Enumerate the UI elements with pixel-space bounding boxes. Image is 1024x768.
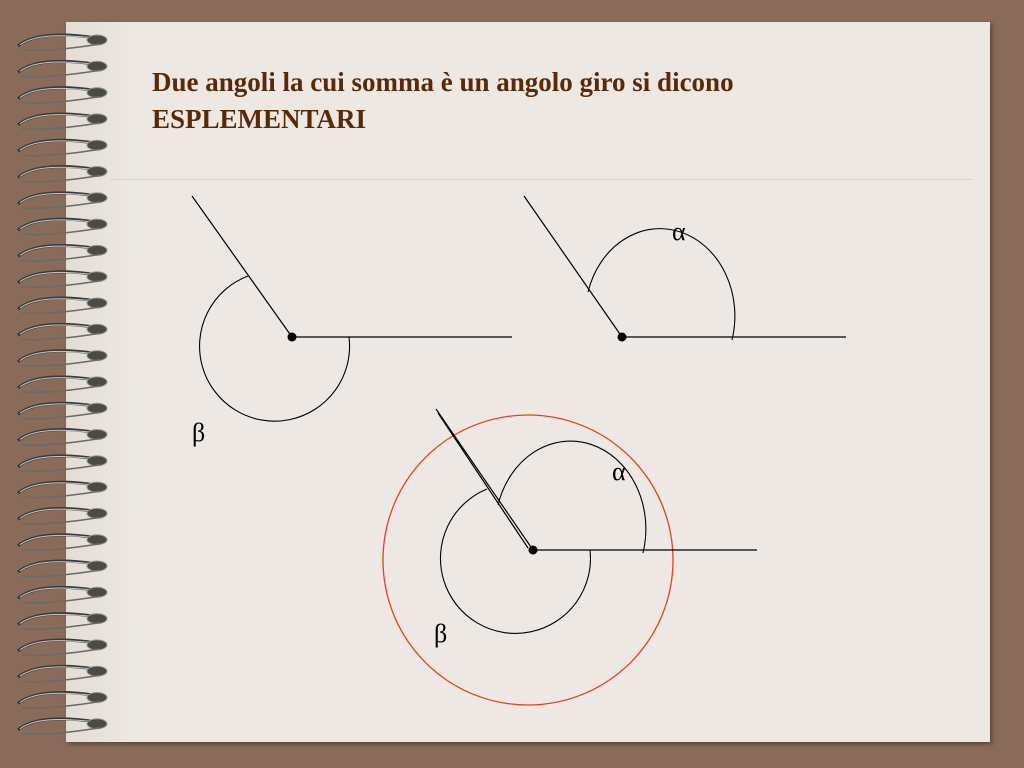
combined-beta-label: β	[434, 619, 448, 648]
combined-ray-oblique-2	[438, 413, 528, 548]
beta-ray-oblique	[192, 196, 292, 337]
title-line-2: ESPLEMENTARI	[152, 104, 367, 134]
beta-arc	[200, 276, 350, 421]
beta-label: β	[192, 418, 206, 447]
alpha-arc	[588, 229, 735, 340]
combined-alpha-label: α	[612, 457, 626, 486]
combined-ray-oblique-1	[436, 409, 533, 550]
full-angle-circle	[383, 415, 673, 705]
combined-vertex	[529, 546, 538, 555]
figure-alpha-angle	[524, 196, 846, 342]
alpha-vertex	[618, 333, 627, 342]
beta-vertex	[288, 333, 297, 342]
alpha-label: α	[672, 217, 686, 246]
title-line-1: Due angoli la cui somma è un angolo giro si dicono	[152, 67, 734, 97]
figure-combined-full-angle	[383, 409, 757, 705]
combined-beta-arc	[440, 489, 590, 633]
alpha-ray-oblique	[524, 196, 622, 337]
figure-beta-angle	[192, 196, 512, 447]
